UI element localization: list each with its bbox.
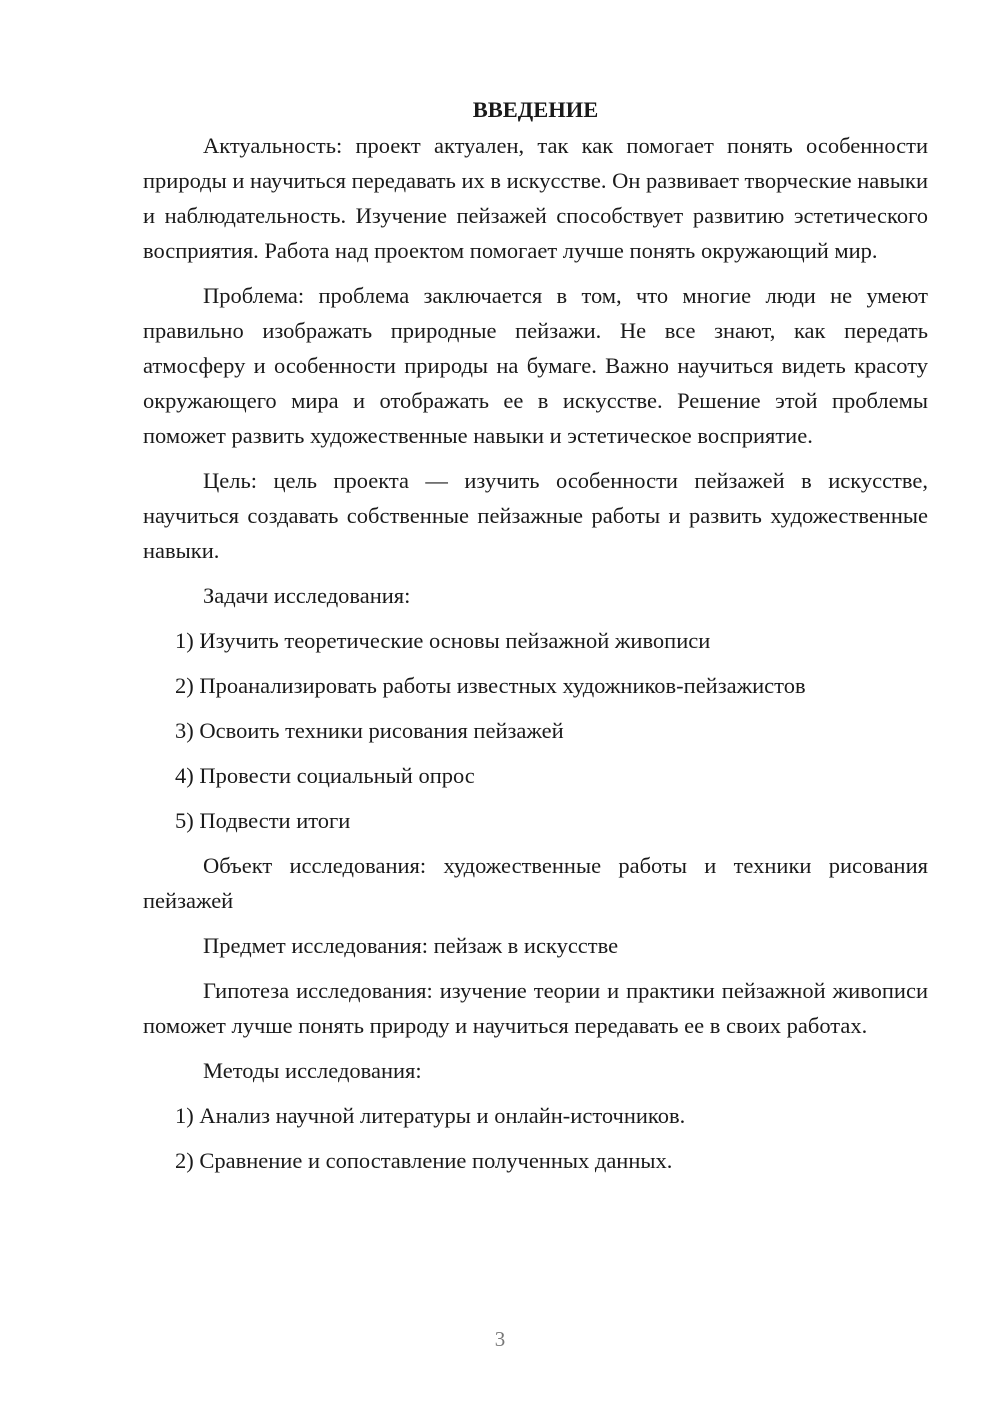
page-number: 3 bbox=[494, 1327, 506, 1351]
problem-paragraph: Проблема: проблема заключается в том, что многие люди не умеют правильно изображать природные пейзажи. Не все знают, как передать атмосферу и особенности природы на бумаге. Важно научиться видеть красоту окружающего мира и отображать ее в искусстве. Решение этой проблемы поможет развить художественные навыки и эстетическое восприятие. bbox=[143, 283, 928, 448]
list-item: 1) Изучить теоретические основы пейзажной живописи bbox=[175, 628, 711, 653]
tasks-list bbox=[143, 623, 928, 838]
list-item: 3) Освоить техники рисования пейзажей bbox=[175, 718, 564, 743]
page-title: ВВЕДЕНИЕ bbox=[472, 97, 599, 122]
list-item: 4) Провести социальный опрос bbox=[175, 763, 475, 788]
list-item: 2) Сравнение и сопоставление полученных данных. bbox=[175, 1148, 673, 1173]
methods-title: Методы исследования: bbox=[203, 1058, 422, 1083]
list-item: 1) Анализ научной литературы и онлайн-источников. bbox=[175, 1103, 686, 1128]
object-paragraph: Объект исследования: художественные работы и техники рисования пейзажей bbox=[143, 853, 928, 913]
document-page bbox=[143, 92, 928, 1188]
relevance-paragraph: Актуальность: проект актуален, так как помогает понять особенности природы и научиться передавать их в искусстве. Он развивает творческие навыки и наблюдательность. Изучение пейзажей способствует развитию эстетического восприятия. Работа над проектом помогает лучше понять окружающий мир. bbox=[143, 133, 928, 263]
list-item: 2) Проанализировать работы известных художников-пейзажистов bbox=[175, 673, 806, 698]
subject-paragraph: Предмет исследования: пейзаж в искусстве bbox=[203, 933, 619, 958]
hypothesis-paragraph: Гипотеза исследования: изучение теории и практики пейзажной живописи поможет лучше понять природу и научиться передавать ее в своих работах. bbox=[143, 978, 928, 1038]
goal-paragraph: Цель: цель проекта — изучить особенности пейзажей в искусстве, научиться создавать собственные пейзажные работы и развить художественные навыки. bbox=[143, 468, 928, 563]
list-item: 5) Подвести итоги bbox=[175, 808, 351, 833]
methods-list bbox=[143, 1098, 928, 1178]
tasks-title: Задачи исследования: bbox=[203, 583, 411, 608]
